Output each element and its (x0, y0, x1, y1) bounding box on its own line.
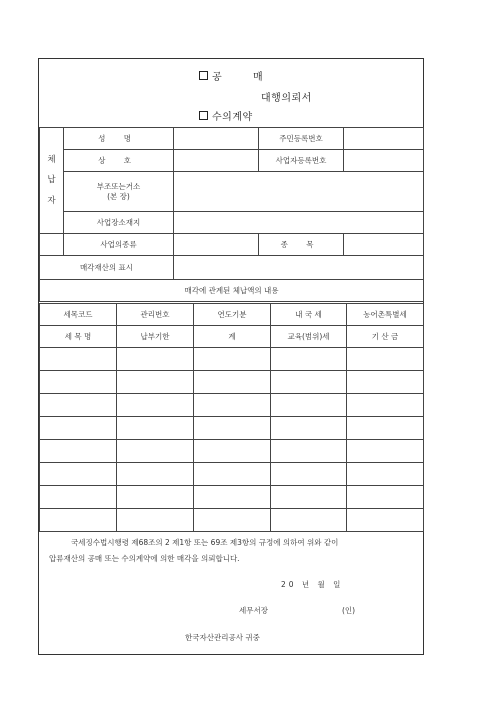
taxpayer-table (39, 127, 424, 302)
option-public-sale-suffix: 매 (253, 72, 264, 83)
request-body-line-2: 압류재산의 공매 또는 수의계약에 의한 매각을 의뢰합니다. (49, 554, 240, 563)
table-row (40, 463, 424, 486)
value-property[interactable] (174, 256, 424, 280)
tax-detail-table (39, 303, 424, 532)
col-rural-special-tax: 농어촌특별세 (347, 304, 424, 326)
request-form (38, 58, 424, 655)
side-spacer (40, 234, 64, 256)
column-header-row-2 (40, 326, 424, 348)
label-business-location: 사업장소재지 (64, 212, 174, 234)
label-category: 종 목 (259, 234, 344, 256)
col-management-no: 관리번호 (117, 304, 194, 326)
form-header (39, 59, 423, 128)
value-address[interactable] (174, 172, 424, 212)
value-category[interactable] (344, 234, 424, 256)
recipient: 한국자산관리공사 귀중 (185, 633, 260, 642)
value-business-type[interactable] (174, 234, 259, 256)
label-resident-no: 주민등록번호 (259, 128, 344, 150)
col-due-date: 납부기한 (117, 326, 194, 348)
label-property: 매각재산의 표시 (40, 256, 174, 280)
table-row (40, 440, 424, 463)
col-tax-code: 세목코드 (40, 304, 117, 326)
value-trade-name[interactable] (174, 150, 259, 172)
label-business-no: 사업자등록번호 (259, 150, 344, 172)
col-tax-name: 세 목 명 (40, 326, 117, 348)
label-name: 성 명 (64, 128, 174, 150)
col-surcharge: 기 산 금 (347, 326, 424, 348)
table-row (40, 486, 424, 509)
form-title: 대행의뢰서 (261, 93, 312, 104)
value-name[interactable] (174, 128, 259, 150)
table-row (40, 394, 424, 417)
form-footer (39, 529, 423, 654)
request-body-line-1: 국세징수법시행령 제68조의 2 제1항 또는 69조 제3항의 규정에 의하여 위와 같이 (71, 538, 339, 547)
table-row (40, 417, 424, 440)
checkbox-private-contract[interactable] (199, 111, 208, 120)
col-national-tax: 내 국 세 (271, 304, 347, 326)
option-public-sale: 공 (199, 68, 222, 83)
seal-mark: (인) (342, 606, 356, 615)
label-trade-name: 상 호 (64, 150, 174, 172)
taxpayer-side-label: 체 납 자 (40, 128, 64, 234)
column-header-row-1 (40, 304, 424, 326)
label-business-type: 사업의종류 (64, 234, 174, 256)
label-address: 부조또는거소 (본 장) (64, 172, 174, 212)
table-row (40, 371, 424, 394)
value-business-no[interactable] (344, 150, 424, 172)
table-row (40, 348, 424, 371)
tax-office-head: 세무서장 (239, 606, 268, 615)
value-resident-no[interactable] (344, 128, 424, 150)
request-date: 20 년 월 일 (281, 580, 344, 589)
value-business-location[interactable] (174, 212, 424, 234)
checkbox-public-sale[interactable] (199, 71, 208, 80)
col-year-period: 연도기분 (194, 304, 271, 326)
section-title: 매각에 관계된 체납액의 내용 (40, 280, 424, 302)
option-private-contract: 수의계약 (199, 108, 253, 123)
col-education-tax: 교육(범위)세 (271, 326, 347, 348)
col-total: 계 (194, 326, 271, 348)
